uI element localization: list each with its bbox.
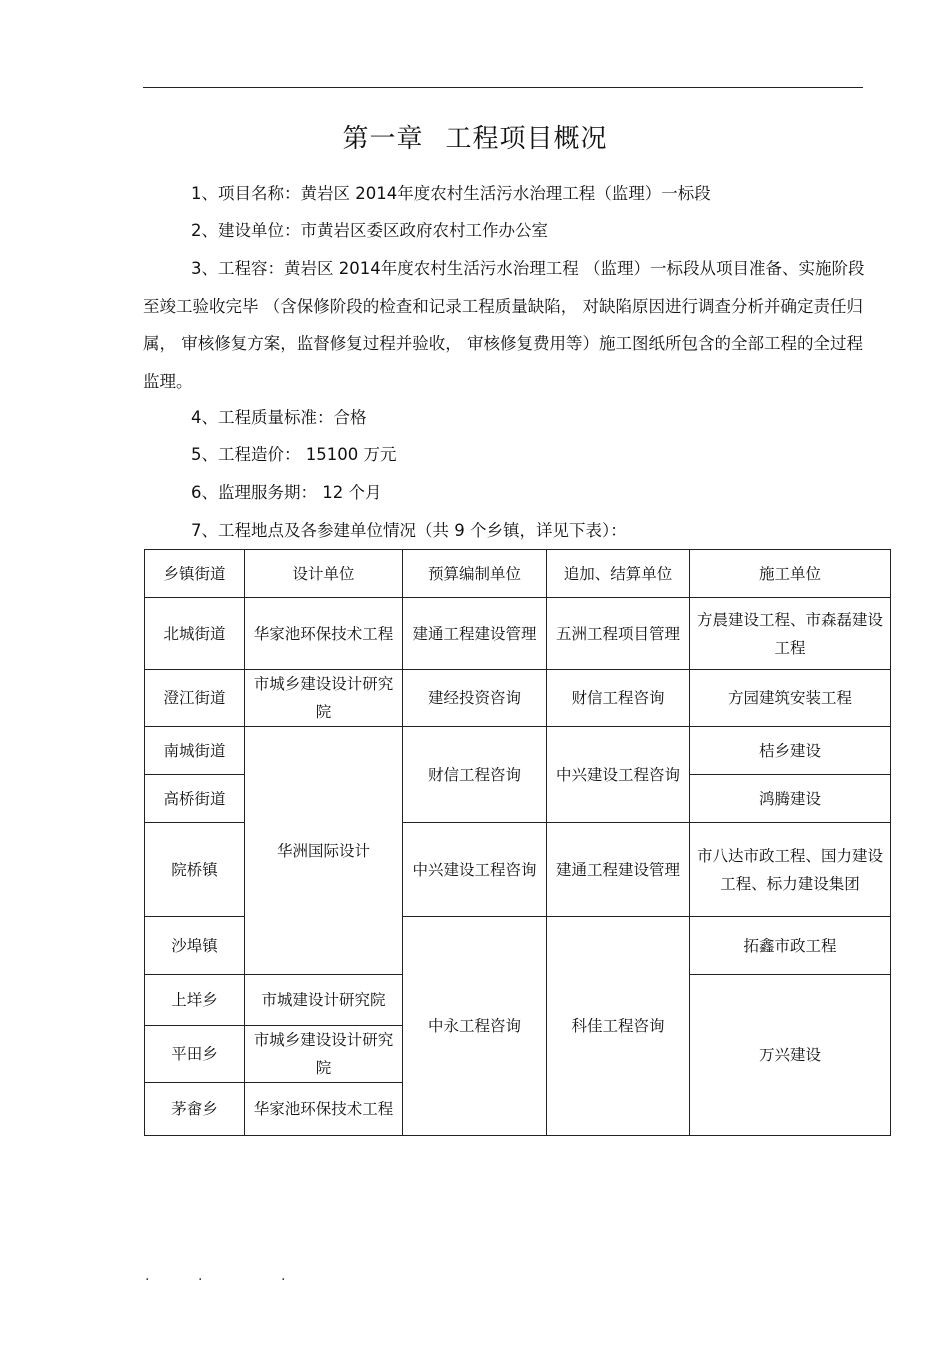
design-cell: 华家池环保技术工程	[245, 1083, 403, 1136]
town-cell: 南城街道	[145, 727, 245, 775]
construction-cell: 桔乡建设	[690, 727, 891, 775]
item-cost: 5、工程造价： 15100 万元	[191, 445, 397, 464]
construction-cell: 方晨建设工程、市森磊建设工程	[690, 598, 891, 670]
table-row	[145, 670, 891, 727]
chapter-name: 工程项目概况	[445, 124, 608, 154]
header-budget: 预算编制单位	[403, 550, 547, 598]
header-settlement: 追加、结算单位	[547, 550, 690, 598]
budget-cell: 财信工程咨询	[403, 727, 547, 823]
design-cell: 市城建设计研究院	[245, 975, 403, 1026]
footer-dot: .	[145, 1268, 150, 1284]
header-design: 设计单位	[245, 550, 403, 598]
construction-cell: 万兴建设	[690, 975, 891, 1136]
construction-cell: 市八达市政工程、国力建设工程、标力建设集团	[690, 823, 891, 917]
design-cell: 华洲国际设计	[245, 727, 403, 975]
town-cell: 上垟乡	[145, 975, 245, 1026]
town-cell: 茅畲乡	[145, 1083, 245, 1136]
construction-cell: 拓鑫市政工程	[690, 917, 891, 975]
budget-cell: 建经投资咨询	[403, 670, 547, 727]
settlement-cell: 五洲工程项目管理	[547, 598, 690, 670]
construction-cell: 鸿腾建设	[690, 775, 891, 823]
chapter-title	[0, 118, 950, 155]
table-row	[145, 727, 891, 775]
town-cell: 沙埠镇	[145, 917, 245, 975]
town-cell: 北城街道	[145, 598, 245, 670]
settlement-cell: 财信工程咨询	[547, 670, 690, 727]
chapter-number: 第一章	[342, 124, 424, 154]
budget-cell: 中兴建设工程咨询	[403, 823, 547, 917]
header-rule	[143, 87, 863, 88]
town-cell: 高桥街道	[145, 775, 245, 823]
table-row	[145, 598, 891, 670]
participants-table	[144, 549, 891, 1136]
design-cell: 华家池环保技术工程	[245, 598, 403, 670]
table-header-row	[145, 550, 891, 598]
footer-dot: .	[281, 1268, 286, 1284]
town-cell: 院桥镇	[145, 823, 245, 917]
item-period: 6、监理服务期： 12 个月	[191, 483, 382, 502]
design-cell: 市城乡建设设计研究院	[245, 1026, 403, 1083]
item-location: 7、工程地点及各参建单位情况（共 9 个乡镇，详见下表）：	[191, 521, 627, 540]
header-construction: 施工单位	[690, 550, 891, 598]
footer-dot: .	[198, 1268, 203, 1284]
design-cell: 市城乡建设设计研究院	[245, 670, 403, 727]
settlement-cell: 中兴建设工程咨询	[547, 727, 690, 823]
item-client: 2、建设单位：市黄岩区委区政府农村工作办公室	[191, 221, 548, 240]
town-cell: 平田乡	[145, 1026, 245, 1083]
town-cell: 澄江街道	[145, 670, 245, 727]
settlement-cell: 科佳工程咨询	[547, 917, 690, 1136]
settlement-cell: 建通工程建设管理	[547, 823, 690, 917]
budget-cell: 建通工程建设管理	[403, 598, 547, 670]
budget-cell: 中永工程咨询	[403, 917, 547, 1136]
item-project-name: 1、项目名称：黄岩区 2014年度农村生活污水治理工程（监理）一标段	[191, 184, 711, 203]
item-quality: 4、工程质量标准：合格	[191, 408, 367, 427]
header-town: 乡镇街道	[145, 550, 245, 598]
item-scope: 3、工程容：黄岩区 2014年度农村生活污水治理工程 （监理）一标段从项目准备、实施阶段至竣工验收完毕 （含保修阶段的检查和记录工程质量缺陷， 对缺陷原因进行调查分析并确定责任归属， 审核修复方案，监督修复过程并验收， 审核修复费用等）施工图纸所包含的全部工程的全过程监理。	[143, 259, 865, 391]
construction-cell: 方园建筑安装工程	[690, 670, 891, 727]
